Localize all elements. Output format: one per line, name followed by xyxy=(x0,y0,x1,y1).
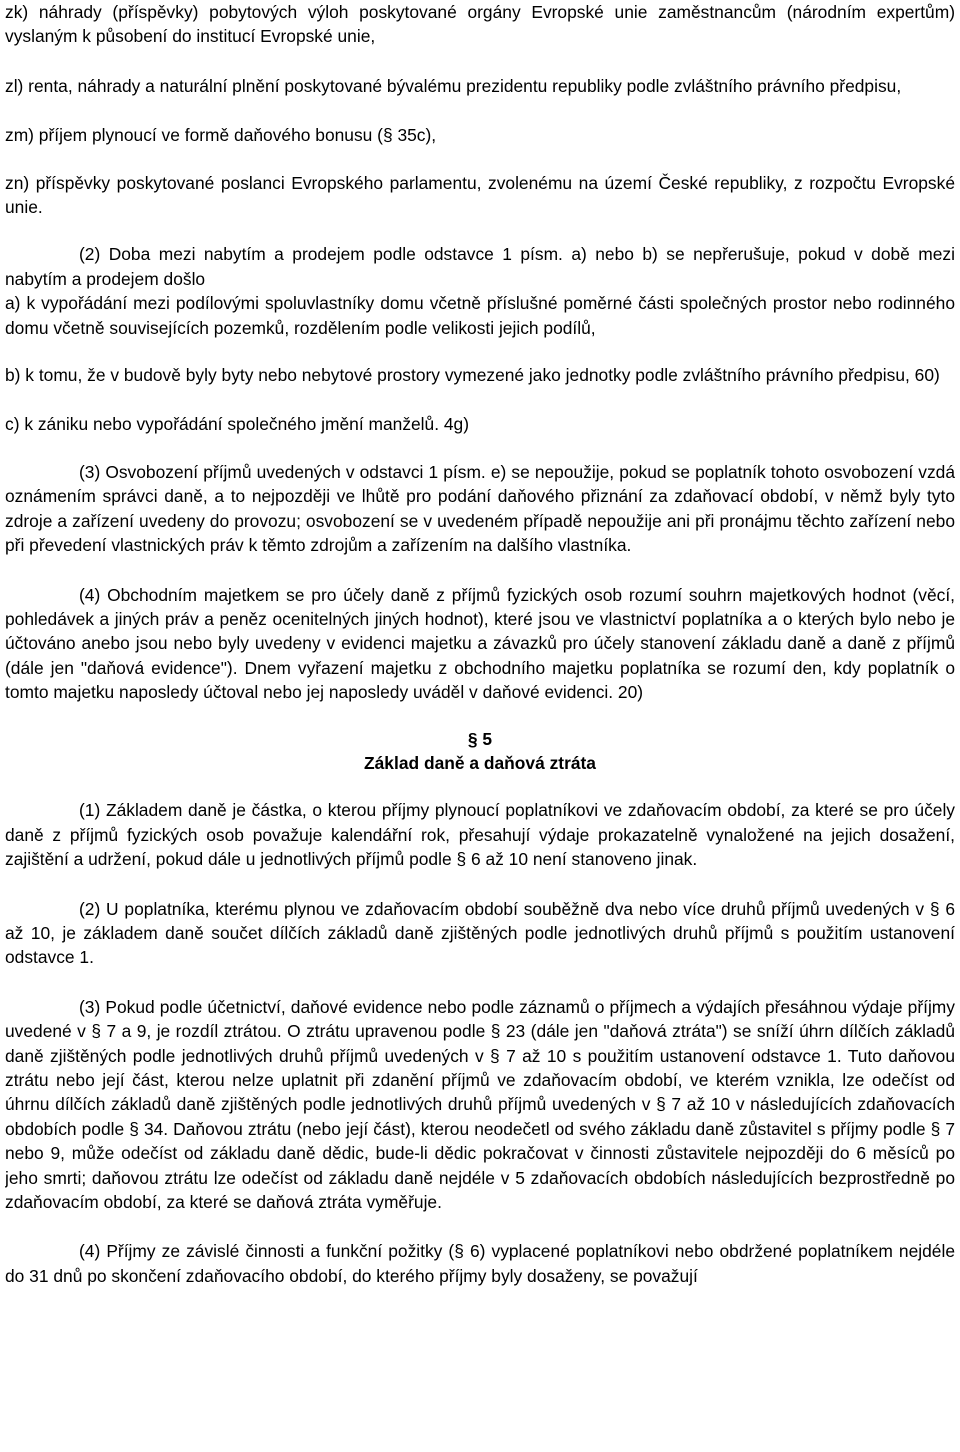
section-paragraph-2: (2) U poplatníka, kterému plynou ve zdaňovacím období souběžně dva nebo více druhů příjmů uvedených v § 6 až 10, je základem daně součet dílčích základů daně zjištěných podle jednotlivých druhů příjmů s použitím ustanovení odstavce 1. xyxy=(5,898,955,968)
document-page xyxy=(5,0,955,1452)
paragraph-2-item-a: a) k vypořádání mezi podílovými spoluvlastníky domu včetně příslušné poměrné části společných prostor nebo rodinného domu včetně souvisejících pozemků, rozdělením podle velikosti jejich podílů, xyxy=(5,293,955,338)
item-zm: zm) příjem plynoucí ve formě daňového bonusu (§ 35c), xyxy=(5,125,437,146)
paragraph-3: (3) Osvobození příjmů uvedených v odstavci 1 písm. e) se nepoužije, pokud se poplatník tohoto osvobození vzdá oznámením správci daně, a to nejpozději ve lhůtě pro podání daňového přiznání za zdaňovací období, v němž byly tyto zdroje a zařízení uvedeny do provozu; osvobození se v uvedeném případě nepoužije ani při pronájmu těchto zařízení nebo při převedení vlastnických práv k těmto zdrojům a zařízením na dalšího vlastníka. xyxy=(5,461,955,556)
item-zl: zl) renta, náhrady a naturální plnění poskytované bývalému prezidentu republiky podle zvláštního právního předpisu, xyxy=(5,75,902,96)
item-zn: zn) příspěvky poskytované poslanci Evropského parlamentu, zvolenému na území České republiky, z rozpočtu Evropské unie. xyxy=(5,172,955,218)
section-paragraph-1: (1) Základem daně je částka, o kterou příjmy plynoucí poplatníkovi ve zdaňovacím období, za které se pro účely daně z příjmů fyzických osob považuje kalendářní rok, přesahují výdaje prokazatelně vynaložené na jejich dosažení, zajištění a udržení, pokud dále u jednotlivých příjmů podle § 6 až 10 není stanoveno jinak. xyxy=(5,800,955,870)
item-zk: zk) náhrady (příspěvky) pobytových výloh poskytované orgány Evropské unie zaměstnancům (národním expertům) vyslaným k působení do institucí Evropské unie, xyxy=(5,2,955,47)
paragraph-2-item-b: b) k tomu, že v budově byly byty nebo nebytové prostory vymezené jako jednotky podle zvláštního právního předpisu, 60) xyxy=(5,365,940,386)
section-paragraph-3: (3) Pokud podle účetnictví, daňové evidence nebo podle záznamů o příjmech a výdajích přesáhnou výdaje příjmy uvedené v § 7 a 9, je rozdíl ztrátou. O ztrátu upravenou podle § 23 (dále jen "daňová ztráta") se sníží úhrn dílčích základů daně zjištěných podle jednotlivých druhů příjmů uvedených v § 7 až 10 s použitím ustanovení odstavce 1. Tuto daňovou ztrátu nebo její část, kterou nelze uplatnit při zdanění příjmů ve zdaňovacím období, ve kterém vznikla, lze odečíst od úhrnu dílčích základů daně zjištěných podle jednotlivých druhů příjmů uvedených v § 7 až 10 v následujících zdaňovacích obdobích podle § 34. Daňovou ztrátu (nebo její část), kterou neodečetl od svého základu daně zůstavitel s příjmy podle § 7 nebo 9, může odečíst od základu daně dědic, bude-li dědic pokračovat v činnosti zůstavitele nejpozději do 6 měsíců po jeho smrti; daňovou ztrátu lze odečíst od základu daně nejdéle v 5 zdaňovacích obdobích následujících bezprostředně po zdaňovacím období, za které se daňová ztráta vyměřuje. xyxy=(5,996,955,1213)
section-paragraph-4: (4) Příjmy ze závislé činnosti a funkční požitky (§ 6) vyplacené poplatníkovi nebo obdržené poplatníkem nejdéle do 31 dnů po skončení zdaňovacího období, do kterého příjmy byly dosaženy, se považují xyxy=(5,1241,955,1286)
paragraph-2-intro: (2) Doba mezi nabytím a prodejem podle odstavce 1 písm. a) nebo b) se nepřerušuje, pokud v době mezi nabytím a prodejem došlo xyxy=(5,244,955,289)
section-number: § 5 xyxy=(467,728,493,749)
paragraph-2-item-c: c) k zániku nebo vypořádání společného jmění manželů. 4g) xyxy=(5,414,470,435)
paragraph-4: (4) Obchodním majetkem se pro účely daně z příjmů fyzických osob rozumí souhrn majetkových hodnot (věcí, pohledávek a jiných práv a peněz ocenitelných jiných hodnot), které jsou ve vlastnictví poplatníka a o kterých bylo nebo je účtováno anebo jsou nebo byly uvedeny v evidenci majetku a závazků pro účely stanovení základu daně a daně z příjmů (dále jen "daňová evidence"). Dnem vyřazení majetku z obchodního majetku poplatníka se rozumí den, kdy poplatník o tomto majetku naposledy účtoval nebo jej naposledy uváděl v daňové evidenci. 20) xyxy=(5,584,955,703)
section-title: Základ daně a daňová ztráta xyxy=(364,752,596,773)
